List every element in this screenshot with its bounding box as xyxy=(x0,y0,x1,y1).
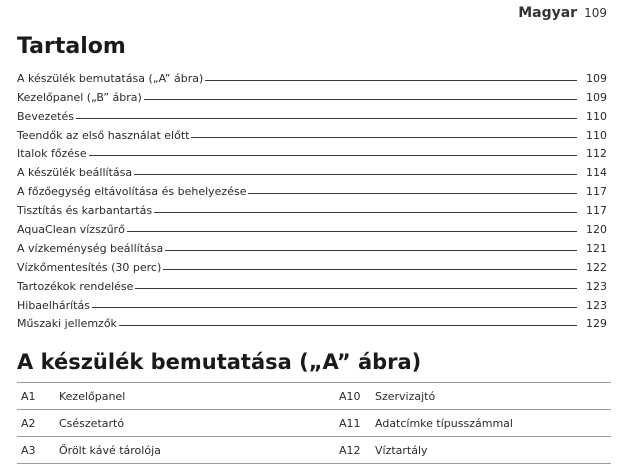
toc-entry-page: 110 xyxy=(586,109,607,123)
toc-leader-line xyxy=(92,307,577,308)
toc-entry-page: 109 xyxy=(586,71,607,85)
toc-entry-label: Italok főzése xyxy=(17,147,87,161)
parts-table xyxy=(17,382,611,464)
toc-entry[interactable] xyxy=(17,293,607,312)
toc-entry-label: Hibaelhárítás xyxy=(17,298,90,312)
part-code: A1 xyxy=(17,383,59,410)
table-row xyxy=(17,410,611,437)
page-header xyxy=(518,5,607,21)
part-code: A12 xyxy=(339,437,375,464)
toc-entry[interactable] xyxy=(17,160,607,179)
toc-entry-page: 117 xyxy=(586,204,607,218)
toc-entry-label: Bevezetés xyxy=(17,109,74,123)
toc-leader-line xyxy=(134,174,577,175)
toc-entry-label: AquaClean vízszűrő xyxy=(17,223,125,237)
toc-entry-label: Tartozékok rendelése xyxy=(17,279,134,293)
part-label: Víztartály xyxy=(375,437,611,464)
part-code: A3 xyxy=(17,437,59,464)
toc-entry-label: A főzőegység eltávolítása és behelyezése xyxy=(17,185,247,199)
toc-entry-page: 120 xyxy=(586,223,607,237)
toc-leader-line xyxy=(119,325,577,326)
toc-entry[interactable] xyxy=(17,274,607,293)
toc-entry[interactable] xyxy=(17,198,607,217)
toc-entry-page: 114 xyxy=(586,166,607,180)
language-label: Magyar xyxy=(518,5,578,21)
part-label: Adatcímke típusszámmal xyxy=(375,410,611,437)
toc-entry-label: Műszaki jellemzők xyxy=(17,317,117,331)
toc-leader-line xyxy=(191,137,577,138)
toc-leader-line xyxy=(89,155,577,156)
toc-entry-label: Vízkőmentesítés (30 perc) xyxy=(17,260,162,274)
toc-entry-page: 109 xyxy=(586,90,607,104)
toc-leader-line xyxy=(76,118,577,119)
toc-entry-label: A készülék bemutatása („A” ábra) xyxy=(17,71,204,85)
toc-entry-page: 123 xyxy=(586,279,607,293)
toc-entry-page: 112 xyxy=(586,147,607,161)
table-row xyxy=(17,437,611,464)
table-of-contents xyxy=(17,66,607,330)
toc-leader-line xyxy=(127,231,577,232)
page-number: 109 xyxy=(584,6,607,20)
table-row xyxy=(17,383,611,410)
toc-entry[interactable] xyxy=(17,179,607,198)
toc-entry[interactable] xyxy=(17,104,607,123)
toc-entry[interactable] xyxy=(17,123,607,142)
part-label: Szervizajtó xyxy=(375,383,611,410)
toc-leader-line xyxy=(165,250,577,251)
toc-entry[interactable] xyxy=(17,217,607,236)
toc-entry-page: 121 xyxy=(586,241,607,255)
toc-entry-page: 123 xyxy=(586,298,607,312)
part-code: A10 xyxy=(339,383,375,410)
part-code: A11 xyxy=(339,410,375,437)
toc-entry[interactable] xyxy=(17,236,607,255)
toc-entry-page: 110 xyxy=(586,128,607,142)
toc-leader-line xyxy=(163,269,577,270)
toc-entry-label: Teendők az első használat előtt xyxy=(17,128,190,142)
toc-entry-page: 129 xyxy=(586,317,607,331)
toc-entry-page: 117 xyxy=(586,185,607,199)
toc-title: Tartalom xyxy=(17,34,126,59)
toc-entry-label: A vízkeménység beállítása xyxy=(17,241,164,255)
toc-leader-line xyxy=(248,193,577,194)
toc-leader-line xyxy=(135,288,577,289)
toc-leader-line xyxy=(144,99,577,100)
part-label: Kezelőpanel xyxy=(59,383,339,410)
toc-entry[interactable] xyxy=(17,255,607,274)
toc-entry[interactable] xyxy=(17,142,607,161)
toc-leader-line xyxy=(205,80,577,81)
part-label: Őrölt kávé tárolója xyxy=(59,437,339,464)
part-code: A2 xyxy=(17,410,59,437)
toc-leader-line xyxy=(154,212,577,213)
toc-entry-label: Tisztítás és karbantartás xyxy=(17,204,153,218)
toc-entry-page: 122 xyxy=(586,260,607,274)
part-label: Csészetartó xyxy=(59,410,339,437)
toc-entry[interactable] xyxy=(17,85,607,104)
toc-entry-label: A készülék beállítása xyxy=(17,166,133,180)
section-title: A készülék bemutatása („A” ábra) xyxy=(17,350,422,374)
toc-entry[interactable] xyxy=(17,312,607,331)
toc-entry-label: Kezelőpanel („B” ábra) xyxy=(17,90,142,104)
toc-entry[interactable] xyxy=(17,66,607,85)
